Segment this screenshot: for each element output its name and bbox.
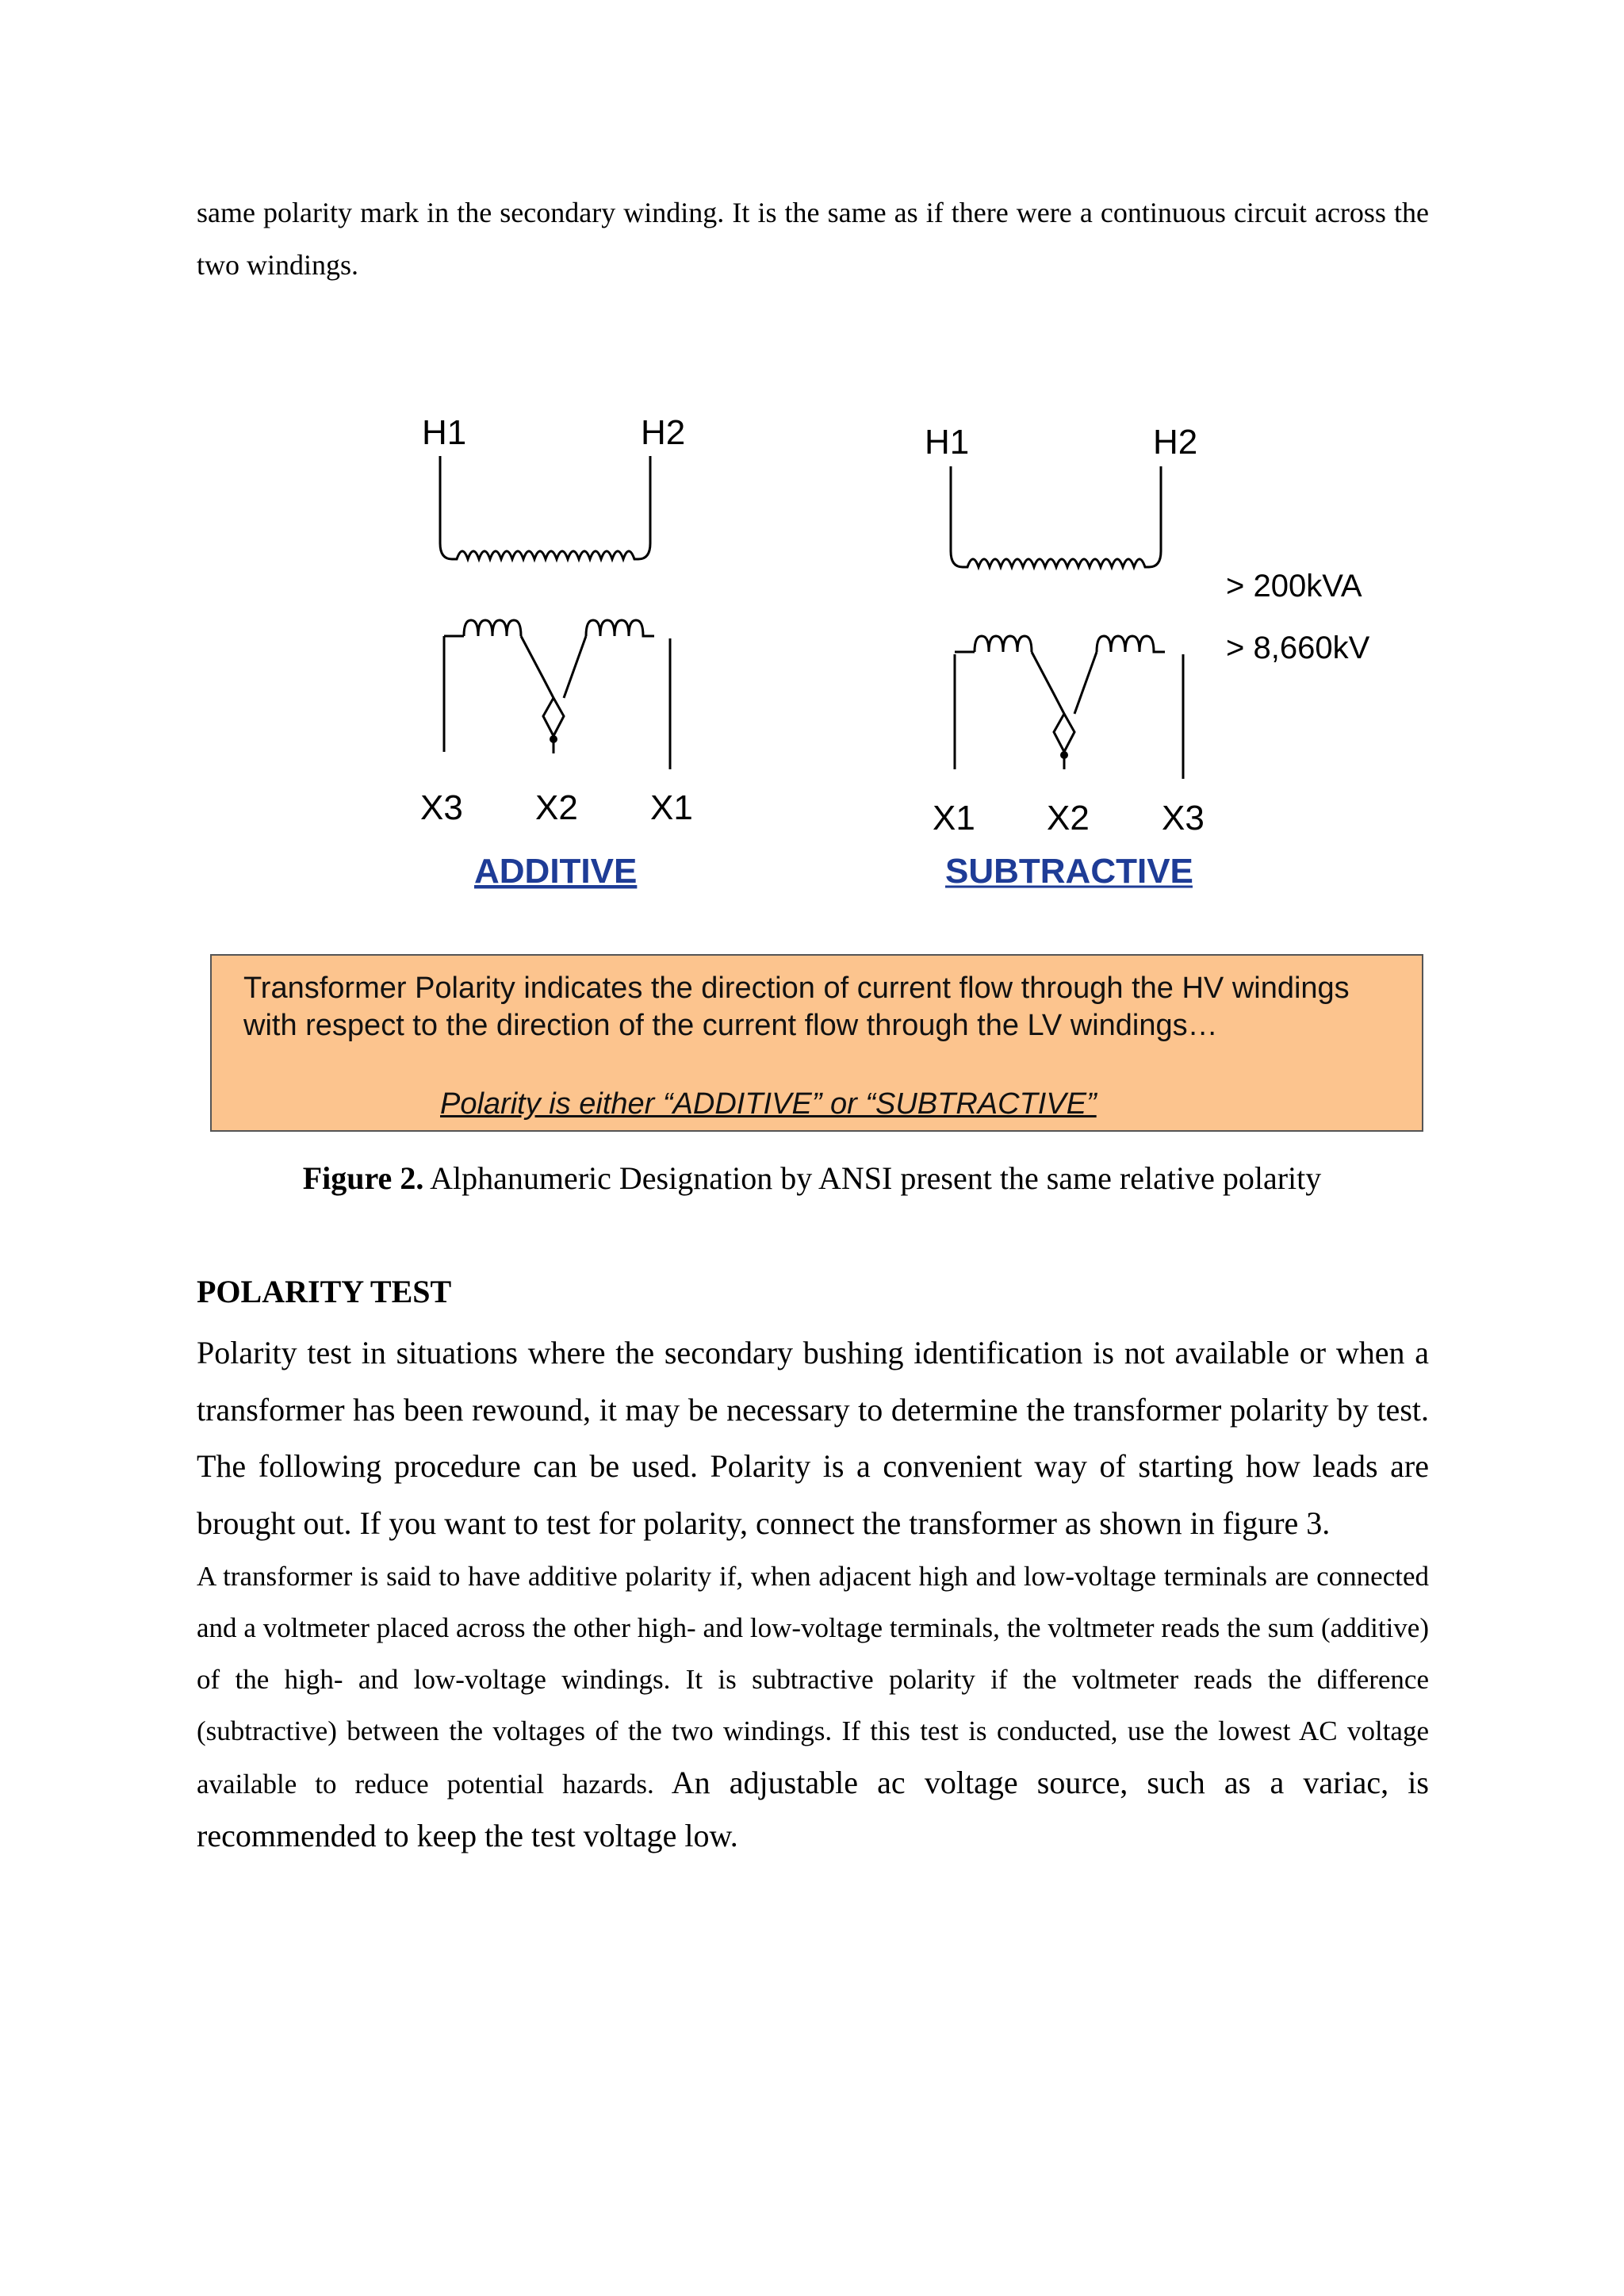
callout-line-3: Polarity is either “ADDITIVE” or “SUBTRACTIVE” <box>440 1087 1097 1121</box>
additive-h1-label: H1 <box>422 413 467 452</box>
figure-caption-text: Alphanumeric Designation by ANSI present the same relative polarity <box>423 1160 1322 1196</box>
additive-transformer <box>420 413 693 891</box>
body-paragraph-2-main: A transformer is said to have additive polarity if, when adjacent high and low-voltage terminals are connected and a voltmeter placed across the other high- and low-voltage terminals, the voltmeter reads the sum (additive) of the high- and low-voltage windings. It is subtractive polarity if the voltmeter reads the difference (subtractive) between the voltages of the two windings. If this test is conducted, use the lowest AC voltage available to reduce potential hazards. <box>197 1561 1429 1800</box>
additive-x1-label: X1 <box>650 788 693 827</box>
additive-h2-label: H2 <box>641 413 686 452</box>
figure-caption <box>0 1159 1624 1197</box>
subtractive-x1-label: X1 <box>933 799 975 838</box>
subtractive-secondary-winding <box>955 636 1183 779</box>
section-heading: POLARITY TEST <box>197 1274 452 1309</box>
rating-kv-label: > 8,660kV <box>1226 631 1370 665</box>
subtractive-x2-label: X2 <box>1047 799 1090 838</box>
callout-line-1: Transformer Polarity indicates the direction of current flow through the HV windings <box>243 972 1350 1005</box>
subtractive-x3-label: X3 <box>1162 799 1205 838</box>
subtractive-h1-label: H1 <box>925 423 970 462</box>
additive-x2-label: X2 <box>535 788 578 827</box>
subtractive-primary-winding <box>951 466 1161 567</box>
additive-secondary-winding <box>444 620 670 769</box>
polarity-diagram <box>381 397 1419 920</box>
figure-caption-label: Figure 2. <box>302 1160 424 1196</box>
intro-paragraph: same polarity mark in the secondary winding. It is the same as if there were a continuous circuit across the two windings. <box>197 197 1429 281</box>
additive-primary-winding <box>440 456 650 559</box>
callout-line-2: with respect to the direction of the current flow through the LV windings… <box>243 1009 1218 1042</box>
body-paragraph-2-tail: An adjustable ac voltage source, such as a variac, is recommended to keep the test voltage low. <box>197 1765 1429 1853</box>
subtractive-transformer <box>925 423 1205 891</box>
body-paragraph-2 <box>197 1550 1429 1863</box>
additive-x3-label: X3 <box>420 788 463 827</box>
rating-kva-label: > 200kVA <box>1226 569 1362 604</box>
subtractive-h2-label: H2 <box>1153 423 1198 462</box>
subtractive-title: SUBTRACTIVE <box>945 852 1193 891</box>
polarity-callout-box <box>210 954 1423 1132</box>
additive-title: ADDITIVE <box>474 852 638 891</box>
body-paragraph-1: Polarity test in situations where the secondary bushing identification is not available or when a transformer has been rewound, it may be necessary to determine the transformer polarity by test. The following procedure can be used. Polarity is a convenient way of starting how leads are brought out. If you want to test for polarity, connect the transformer as shown in figure 3. <box>197 1335 1429 1541</box>
